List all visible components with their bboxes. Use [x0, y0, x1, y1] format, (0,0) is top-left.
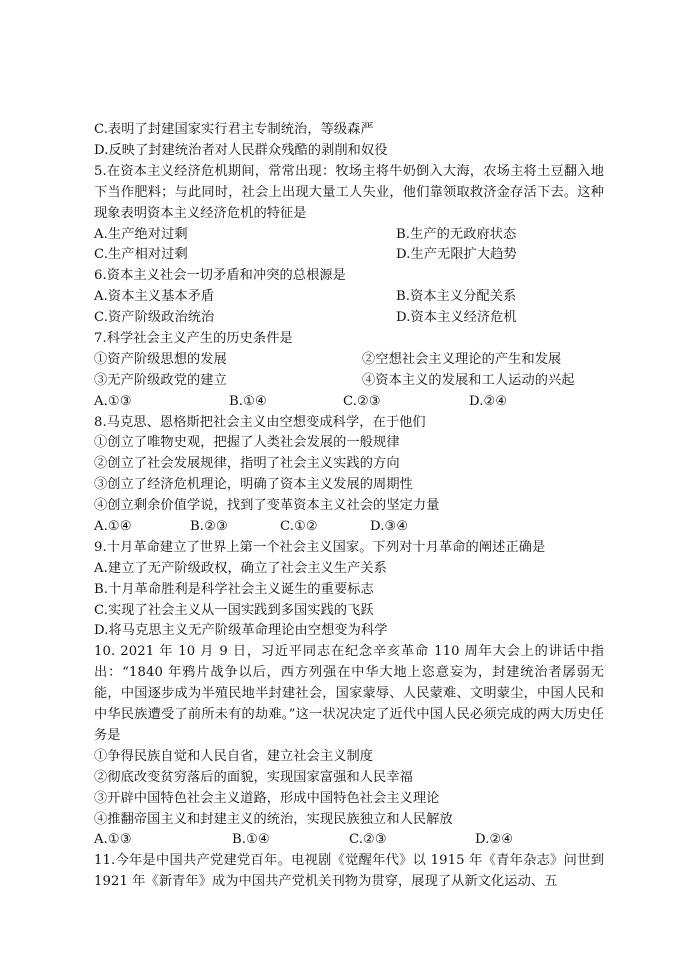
item-3: ③无产阶级政党的建立 [94, 372, 227, 388]
option-a: A.建立了无产阶级政权，确立了社会主义生产关系 [94, 560, 387, 576]
question-10-stem: 10. 2021 年 10 月 9 日，习近平同志在纪念辛亥革命 110 周年大会上的讲话中指出：“1840 年鸦片战争以后，西方列强在中华大地上恣意妄为，封建统治者孱弱无能，中国逐步成为半殖民地半封建社会，国家蒙辱、人民蒙难、文明蒙尘，中国人民和中华民族遭受了前所未有的劫难。”这一状况决定了近代中国人民必须完成的两大历史任务是 [94, 644, 604, 743]
item-2: ②空想社会主义理论的产生和发展 [362, 351, 562, 367]
question-5-stem: 5.在资本主义经济危机期间，常常出现：牧场主将牛奶倒入大海，农场主将土豆翻入地下当作肥料；与此同时，社会上出现大量工人失业，他们靠领取救济金存活下去。这种现象表明资本主义经济危机的特征是 [94, 163, 604, 221]
item-1: ①创立了唯物史观，把握了人类社会发展的一般规律 [94, 435, 400, 451]
question-7-stem: 7.科学社会主义产生的历史条件是 [94, 330, 293, 346]
item-1: ①资产阶级思想的发展 [94, 351, 227, 367]
question-11-stem: 11.今年是中国共产党建党百年。电视剧《觉醒年代》以 1915 年《青年杂志》问世到 1921 年《新青年》成为中国共产党机关刊物为贯穿，展现了从新文化运动、五 [94, 853, 604, 890]
question-6-options-row [94, 287, 604, 308]
question-7-items-row [94, 371, 604, 392]
item-3: ③创立了经济危机理论，明确了资本主义发展的周期性 [94, 477, 413, 493]
option-a: A.①④ [94, 518, 132, 534]
question-7-options-row [94, 392, 604, 413]
question-9-stem: 9.十月革命建立了世界上第一个社会主义国家。下列对十月革命的阐述正确是 [94, 539, 546, 555]
option-b: B.生产的无政府状态 [396, 226, 517, 242]
question-7-items-row [94, 350, 604, 371]
question-6-stem: 6.资本主义社会一切矛盾和冲突的总根源是 [94, 268, 346, 284]
option-d: D.②④ [469, 393, 508, 409]
option-b: B.①④ [232, 832, 270, 848]
item-2: ②彻底改变贫穷落后的面貌，实现国家富强和人民幸福 [94, 769, 413, 785]
question-8-stem: 8.马克思、恩格斯把社会主义由空想变成科学，在于他们 [94, 414, 426, 430]
option-a: A.①③ [94, 393, 132, 409]
option-c: C.生产相对过剩 [94, 247, 188, 263]
option-b: B.②③ [190, 518, 228, 534]
option-d: D.③④ [370, 518, 409, 534]
option-c: C.②③ [349, 832, 387, 848]
option-c: C.②③ [343, 393, 381, 409]
option-b: B.资本主义分配关系 [396, 289, 517, 305]
exam-page [94, 120, 604, 893]
option-b: B.①④ [229, 393, 267, 409]
option-c: C.资产阶级政治统治 [94, 310, 215, 326]
question-10-options-row [94, 830, 604, 851]
option-line: C.表明了封建国家实行君主专制统治，等级森严 [94, 122, 374, 137]
option-c: C.实现了社会主义从一国实践到多国实践的飞跃 [94, 602, 374, 618]
option-a: A.生产绝对过剩 [94, 226, 188, 242]
option-d: D.生产无限扩大趋势 [396, 247, 517, 263]
option-c: C.①② [280, 518, 318, 534]
option-d: D.资本主义经济危机 [396, 310, 517, 326]
option-d: D.②④ [475, 832, 514, 848]
question-5-options-row [94, 245, 604, 266]
option-a: A.资本主义基本矛盾 [94, 289, 215, 305]
option-d: D.将马克思主义无产阶级革命理论由空想变为科学 [94, 623, 388, 639]
item-1: ①争得民族自觉和人民自省，建立社会主义制度 [94, 748, 374, 764]
question-5-options-row [94, 225, 604, 246]
item-4: ④推翻帝国主义和封建主义的统治，实现民族独立和人民解放 [94, 811, 453, 827]
option-a: A.①③ [94, 832, 132, 848]
item-4: ④创立剩余价值学说，找到了变革资本主义社会的坚定力量 [94, 498, 440, 514]
item-2: ②创立了社会发展规律，指明了社会主义实践的方向 [94, 456, 400, 472]
item-4: ④资本主义的发展和工人运动的兴起 [362, 372, 575, 388]
item-3: ③开辟中国特色社会主义道路，形成中国特色社会主义理论 [94, 790, 440, 806]
option-line: D.反映了封建统治者对人民群众残酷的剥削和奴役 [94, 142, 388, 158]
question-8-options-row [94, 517, 604, 538]
question-6-options-row [94, 308, 604, 329]
option-b: B.十月革命胜利是科学社会主义诞生的重要标志 [94, 581, 374, 597]
